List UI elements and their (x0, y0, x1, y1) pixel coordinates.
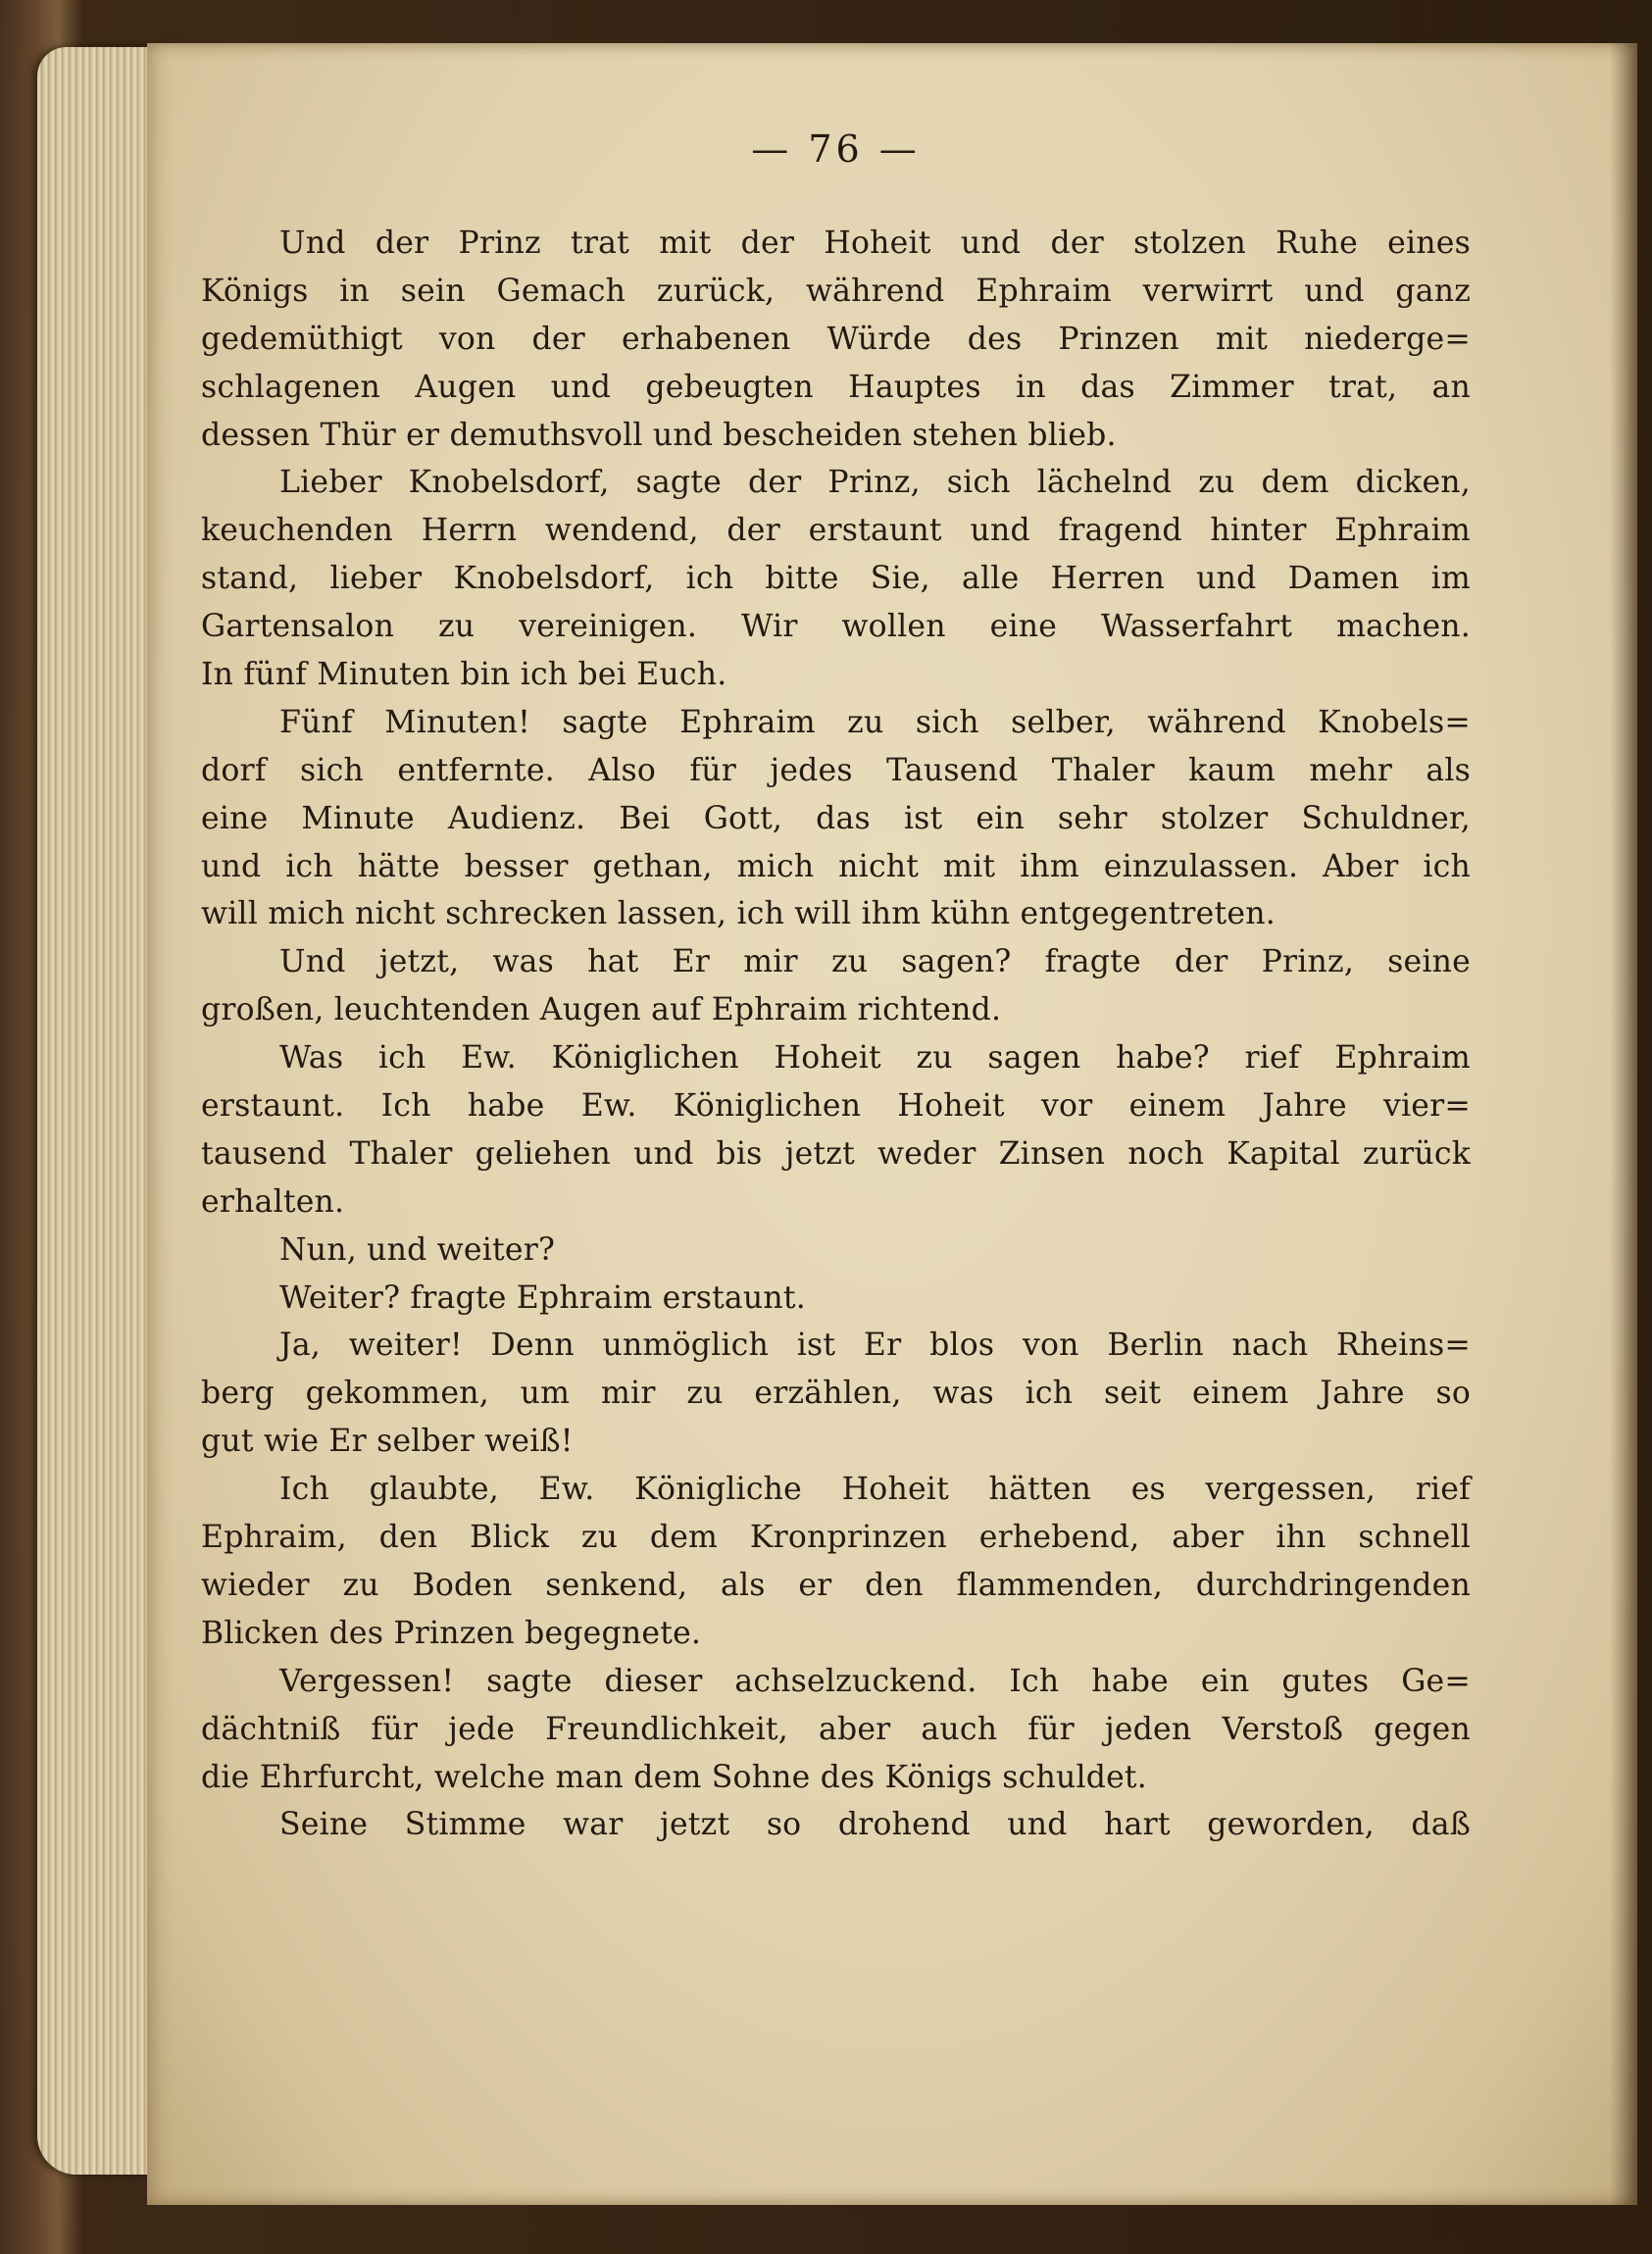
text-line: tausend Thaler geliehen und bis jetzt weder Zinsen noch Kapital zurück (201, 1135, 1471, 1172)
text-line: dessen Thür er demuthsvoll und bescheiden stehen blieb. (201, 417, 1117, 453)
text-line: Königs in sein Gemach zurück, während Ephraim verwirrt und ganz (201, 273, 1471, 309)
text-line: Ephraim, den Blick zu dem Kronprinzen erhebend, aber ihn schnell (201, 1520, 1471, 1556)
text-line: gut wie Er selber weiß! (201, 1424, 574, 1460)
text-line: erstaunt. Ich habe Ew. Königlichen Hoheit vor einem Jahre vier= (201, 1088, 1471, 1125)
text-line: Ja, weiter! Denn unmöglich ist Er blos von Berlin nach Rheins= (279, 1327, 1471, 1364)
text-line: Was ich Ew. Königlichen Hoheit zu sagen habe? rief Ephraim (279, 1040, 1471, 1077)
text-line: In fünf Minuten bin ich bei Euch. (201, 657, 727, 693)
text-line: Und jetzt, was hat Er mir zu sagen? fragte der Prinz, seine (279, 944, 1471, 980)
text-line: dorf sich entfernte. Also für jedes Tausend Thaler kaum mehr als (201, 752, 1471, 788)
text-line: gedemüthigt von der erhabenen Würde des Prinzen mit niederge= (201, 321, 1471, 357)
text-block (201, 127, 1471, 1849)
text-line: großen, leuchtenden Augen auf Ephraim richtend. (201, 992, 1002, 1028)
text-line: wieder zu Boden senkend, als er den flammenden, durchdringenden (201, 1567, 1471, 1603)
text-line: Gartensalon zu vereinigen. Wir wollen eine Wasserfahrt machen. (201, 609, 1471, 645)
text-line: schlagenen Augen und gebeugten Hauptes in das Zimmer trat, an (201, 369, 1471, 405)
text-line: Fünf Minuten! sagte Ephraim zu sich selber, während Knobels= (279, 704, 1471, 740)
text-line: und ich hätte besser gethan, mich nicht mit ihm einzulassen. Aber ich (201, 848, 1471, 884)
text-line: eine Minute Audienz. Bei Gott, das ist ein sehr stolzer Schuldner, (201, 800, 1471, 836)
page-number: — 76 — (751, 127, 921, 171)
text-line: Ich glaubte, Ew. Königliche Hoheit hätten es vergessen, rief (279, 1472, 1471, 1508)
text-line: will mich nicht schrecken lassen, ich will ihm kühn entgegentreten. (201, 896, 1276, 932)
text-line: Und der Prinz trat mit der Hoheit und der stolzen Ruhe eines (279, 225, 1471, 261)
text-line: dächtniß für jede Freundlichkeit, aber auch für jeden Verstoß gegen (201, 1711, 1471, 1747)
text-line: Blicken des Prinzen begegnete. (201, 1615, 702, 1651)
text-line: berg gekommen, um mir zu erzählen, was ich seit einem Jahre so (201, 1376, 1471, 1412)
text-line: Vergessen! sagte dieser achselzuckend. Ich habe ein gutes Ge= (279, 1663, 1471, 1699)
text-line: erhalten. (201, 1183, 345, 1220)
page-gutter (1610, 43, 1637, 2205)
body-text (201, 220, 1471, 1849)
text-line: Lieber Knobelsdorf, sagte der Prinz, sich lächelnd zu dem dicken, (279, 465, 1471, 501)
text-line: keuchenden Herrn wendend, der erstaunt und fragend hinter Ephraim (201, 513, 1471, 549)
text-line: Weiter? fragte Ephraim erstaunt. (279, 1279, 806, 1316)
text-line: Seine Stimme war jetzt so drohend und hart geworden, daß (279, 1807, 1471, 1843)
text-line: die Ehrfurcht, welche man dem Sohne des Königs schuldet. (201, 1759, 1147, 1795)
text-line: Nun, und weiter? (279, 1231, 556, 1268)
text-line: stand, lieber Knobelsdorf, ich bitte Sie, alle Herren und Damen im (201, 561, 1471, 597)
